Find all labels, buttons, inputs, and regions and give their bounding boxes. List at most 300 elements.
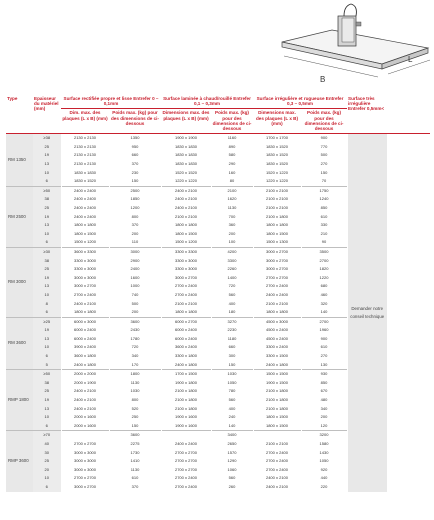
weight-rectified-cell: 340 (109, 352, 161, 361)
weight-laminated-cell: 150 (211, 361, 253, 370)
dims-laminated-cell: 1830 x 1830 (161, 143, 211, 152)
weight-irregular-cell: 610 (301, 213, 347, 222)
dims-laminated-cell: 2700 x 2400 (161, 282, 211, 291)
dims-irregular-cell: 2100 x 2100 (253, 300, 301, 309)
header-surface-irregular: Surface irrégulière et rugueuse Entrefer 0,3 – 0,5mm (253, 95, 347, 109)
weight-irregular-cell: 270 (301, 160, 347, 169)
dims-laminated-cell: 6000 x 2400 (161, 335, 211, 344)
weight-irregular-cell: 1820 (301, 265, 347, 274)
dims-irregular-cell: 2100 x 1800 (253, 387, 301, 396)
dims-irregular-cell (253, 431, 301, 440)
thickness-cell: 10 (33, 230, 61, 239)
weight-laminated-cell: 560 (211, 396, 253, 405)
dims-laminated-cell: 6000 x 2700 (161, 317, 211, 326)
weight-irregular-cell: 220 (301, 483, 347, 492)
dims-rectified-cell: 2400 x 2100 (61, 387, 109, 396)
header-thickness: Epaisseur du matériel (mm) (33, 95, 61, 134)
weight-irregular-cell: 460 (301, 291, 347, 300)
weight-irregular-cell: 1430 (301, 449, 347, 458)
dims-rectified-cell: 2400 x 2100 (61, 405, 109, 414)
weight-rectified-cell: 1200 (109, 204, 161, 213)
weight-rectified-cell: 2400 (109, 265, 161, 274)
weight-irregular-cell: 3200 (301, 431, 347, 440)
dims-irregular-cell: 2700 x 2400 (253, 282, 301, 291)
dims-rectified-cell: 1800 x 1500 (61, 230, 109, 239)
dims-irregular-cell: 1800 x 1800 (253, 308, 301, 317)
weight-irregular-cell: 440 (301, 474, 347, 483)
thickness-cell: ≥50 (33, 186, 61, 195)
weight-rectified-cell: 800 (109, 396, 161, 405)
thickness-cell: 10 (33, 413, 61, 422)
dims-irregular-cell: 1500 x 1300 (253, 238, 301, 247)
weight-irregular-cell: 670 (301, 387, 347, 396)
weight-rectified-cell: 3000 (109, 247, 161, 256)
thickness-cell: 13 (33, 160, 61, 169)
weight-rectified-cell: 150 (109, 177, 161, 186)
weight-rectified-cell: 2900 (109, 257, 161, 266)
dims-rectified-cell: 1830 x 1830 (61, 169, 109, 178)
dims-laminated-cell: 2400 x 2100 (161, 186, 211, 195)
dims-laminated-cell (161, 431, 211, 440)
dims-rectified-cell: 2000 x 1600 (61, 422, 109, 431)
weight-irregular-cell: 320 (301, 300, 347, 309)
dims-irregular-cell: 1830 x 1520 (253, 151, 301, 160)
dims-irregular-cell: 3300 x 2400 (253, 343, 301, 352)
dimension-label-b: B (320, 75, 326, 84)
dims-laminated-cell: 1900 x 1600 (161, 413, 211, 422)
weight-laminated-cell: 1180 (211, 335, 253, 344)
weight-laminated-cell: 100 (211, 238, 253, 247)
weight-irregular-cell: 2700 (301, 317, 347, 326)
plate-illustration (0, 0, 434, 92)
weight-laminated-cell: 3400 (211, 431, 253, 440)
weight-rectified-cell: 200 (109, 230, 161, 239)
magnet-type-cell: RMP 1800 (6, 370, 33, 431)
weight-laminated-cell: 1050 (211, 379, 253, 388)
weight-rectified-cell: 2500 (109, 186, 161, 195)
weight-rectified-cell: 370 (109, 483, 161, 492)
thickness-cell: 40 (33, 440, 61, 449)
dims-rectified-cell: 3000 x 3000 (61, 274, 109, 283)
dims-rectified-cell: 2400 x 1800 (61, 361, 109, 370)
weight-irregular-cell: 480 (301, 396, 347, 405)
thickness-cell: 25 (33, 457, 61, 466)
dims-rectified-cell: 2700 x 2400 (61, 291, 109, 300)
header-dims-irregular: Dimensions max. des plaques (L x B) (mm) (253, 109, 301, 134)
dims-irregular-cell: 1800 x 1500 (253, 422, 301, 431)
dims-rectified-cell: 3000 x 2700 (61, 282, 109, 291)
header-dims-laminated: Dimensions max. des plaques (L x B) (mm) (161, 109, 211, 134)
thickness-cell: 25 (33, 143, 61, 152)
dims-laminated-cell: 2700 x 2400 (161, 483, 211, 492)
dims-rectified-cell (61, 431, 109, 440)
weight-laminated-cell: 140 (211, 422, 253, 431)
header-spacer (387, 95, 430, 134)
thickness-cell: 25 (33, 265, 61, 274)
weight-laminated-cell: 3270 (211, 317, 253, 326)
weight-laminated-cell: 260 (211, 483, 253, 492)
weight-irregular-cell: 900 (301, 134, 347, 143)
dims-irregular-cell: 2100 x 2100 (253, 440, 301, 449)
weight-laminated-cell: 200 (211, 230, 253, 239)
weight-laminated-cell: 1290 (211, 457, 253, 466)
dims-irregular-cell: 4500 x 2400 (253, 335, 301, 344)
header-dims-rectified: Dim. max. des plaques (L x B) (mm) (61, 109, 109, 134)
weight-rectified-cell: 230 (109, 169, 161, 178)
weight-irregular-cell: 920 (301, 466, 347, 475)
thickness-cell: 6 (33, 308, 61, 317)
spacer-cell (387, 134, 430, 492)
thickness-cell: 6 (33, 422, 61, 431)
thickness-cell: 38 (33, 195, 61, 204)
weight-irregular-cell: 1050 (301, 457, 347, 466)
weight-irregular-cell: 1580 (301, 440, 347, 449)
dims-laminated-cell: 1830 x 1830 (161, 151, 211, 160)
thickness-cell: 38 (33, 379, 61, 388)
dims-laminated-cell: 2400 x 2100 (161, 195, 211, 204)
technical-advice-note: Demander notre conseil technique (350, 305, 385, 319)
dims-rectified-cell: 2400 x 2400 (61, 186, 109, 195)
weight-irregular-cell: 150 (301, 169, 347, 178)
dims-laminated-cell: 3300 x 1800 (161, 352, 211, 361)
dims-rectified-cell: 2700 x 2700 (61, 474, 109, 483)
weight-irregular-cell: 340 (301, 405, 347, 414)
weight-irregular-cell: 270 (301, 352, 347, 361)
magnet-type-cell: RM 3600 (6, 317, 33, 370)
dims-irregular-cell: 3000 x 2700 (253, 257, 301, 266)
dims-laminated-cell: 2700 x 2400 (161, 474, 211, 483)
weight-laminated-cell: 890 (211, 143, 253, 152)
weight-laminated-cell: 580 (211, 151, 253, 160)
thickness-cell: ≥38 (33, 134, 61, 143)
dims-rectified-cell: 2400 x 2400 (61, 195, 109, 204)
thickness-cell: 19 (33, 151, 61, 160)
header-weight-laminated: Poids max. (kg) pour des dimensions de ci-dessous (211, 109, 253, 134)
weight-laminated-cell: 560 (211, 291, 253, 300)
weight-laminated-cell: 290 (211, 160, 253, 169)
weight-rectified-cell: 520 (109, 405, 161, 414)
weight-rectified-cell: 3600 (109, 317, 161, 326)
weight-rectified-cell: 110 (109, 238, 161, 247)
header-type: Type (6, 95, 33, 134)
thickness-cell: 19 (33, 396, 61, 405)
dims-laminated-cell: 1900 x 1800 (161, 379, 211, 388)
weight-laminated-cell: 2650 (211, 440, 253, 449)
magnet-type-cell: RMP 3600 (6, 431, 33, 492)
dims-rectified-cell: 2000 x 1900 (61, 379, 109, 388)
dims-laminated-cell: 2700 x 2700 (161, 466, 211, 475)
thickness-cell: 38 (33, 257, 61, 266)
dims-laminated-cell: 1800 x 1800 (161, 308, 211, 317)
weight-irregular-cell: 140 (301, 308, 347, 317)
dims-irregular-cell: 2100 x 2100 (253, 186, 301, 195)
dims-irregular-cell: 1500 x 1500 (253, 370, 301, 379)
dims-irregular-cell: 2100 x 1800 (253, 405, 301, 414)
weight-rectified-cell: 170 (109, 361, 161, 370)
weight-laminated-cell: 660 (211, 343, 253, 352)
dims-laminated-cell: 1800 x 1500 (161, 230, 211, 239)
weight-irregular-cell: 900 (301, 335, 347, 344)
dims-rectified-cell: 3600 x 3300 (61, 247, 109, 256)
dims-irregular-cell: 2700 x 2400 (253, 466, 301, 475)
weight-irregular-cell: 1750 (301, 186, 347, 195)
dims-irregular-cell: 4500 x 2400 (253, 326, 301, 335)
weight-irregular-cell: 770 (301, 143, 347, 152)
dims-irregular-cell: 2400 x 1800 (253, 361, 301, 370)
weight-laminated-cell: 160 (211, 169, 253, 178)
thickness-cell: ≥50 (33, 370, 61, 379)
dims-rectified-cell: 1500 x 1200 (61, 238, 109, 247)
weight-rectified-cell: 370 (109, 160, 161, 169)
weight-laminated-cell: 2100 (211, 186, 253, 195)
thickness-cell: 10 (33, 474, 61, 483)
header-surface-very-irregular: Surface très irrégulière Entrefer 0,5mm< (347, 95, 387, 134)
weight-rectified-cell: 1410 (109, 457, 161, 466)
thickness-cell: 25 (33, 204, 61, 213)
weight-laminated-cell: 400 (211, 405, 253, 414)
weight-irregular-cell: 610 (301, 343, 347, 352)
weight-rectified-cell: 740 (109, 291, 161, 300)
header-weight-irregular: Poids max. (kg) pour des dimensions de ci-dessous (301, 109, 347, 134)
dims-rectified-cell: 2400 x 2400 (61, 204, 109, 213)
weight-laminated-cell: 400 (211, 300, 253, 309)
weight-irregular-cell: 210 (301, 230, 347, 239)
dims-irregular-cell: 2700 x 2400 (253, 457, 301, 466)
weight-rectified-cell: 370 (109, 221, 161, 230)
weight-rectified-cell: 1600 (109, 274, 161, 283)
thickness-cell: 13 (33, 405, 61, 414)
dims-laminated-cell: 3300 x 3000 (161, 257, 211, 266)
header-weight-rectified: Poids max. (kg) pour des dimensions de ci-dessous (109, 109, 161, 134)
weight-irregular-cell: 3500 (301, 247, 347, 256)
thickness-cell: 19 (33, 326, 61, 335)
dims-laminated-cell: 2700 x 2400 (161, 291, 211, 300)
dims-laminated-cell: 2700 x 2700 (161, 457, 211, 466)
thickness-cell: 13 (33, 221, 61, 230)
dims-irregular-cell: 1520 x 1220 (253, 169, 301, 178)
dims-rectified-cell: 1800 x 1800 (61, 308, 109, 317)
dims-rectified-cell: 2700 x 2700 (61, 440, 109, 449)
dims-rectified-cell: 2130 x 2130 (61, 134, 109, 143)
weight-rectified-cell: 3600 (109, 431, 161, 440)
dims-irregular-cell: 2100 x 1800 (253, 396, 301, 405)
dims-laminated-cell: 2100 x 1800 (161, 396, 211, 405)
dims-rectified-cell: 3300 x 3000 (61, 265, 109, 274)
weight-laminated-cell: 1160 (211, 134, 253, 143)
dims-irregular-cell: 1830 x 1520 (253, 160, 301, 169)
dims-irregular-cell: 1220 x 1220 (253, 177, 301, 186)
dims-laminated-cell: 1700 x 1500 (161, 370, 211, 379)
header-surface-rectified: Surface rectifiée propre et lisse Entrefer 0 – 0,1mm (61, 95, 161, 109)
dims-laminated-cell: 3000 x 2700 (161, 274, 211, 283)
dims-laminated-cell: 1220 x 1220 (161, 177, 211, 186)
dims-rectified-cell: 3000 x 3000 (61, 466, 109, 475)
thickness-cell: 25 (33, 387, 61, 396)
weight-irregular-cell: 500 (301, 151, 347, 160)
dims-laminated-cell: 2100 x 2100 (161, 300, 211, 309)
dims-laminated-cell: 2100 x 2100 (161, 213, 211, 222)
weight-irregular-cell: 850 (301, 379, 347, 388)
weight-rectified-cell: 1000 (109, 282, 161, 291)
weight-rectified-cell: 1350 (109, 134, 161, 143)
dims-irregular-cell: 4500 x 3000 (253, 317, 301, 326)
weight-irregular-cell: 2700 (301, 257, 347, 266)
weight-laminated-cell: 780 (211, 387, 253, 396)
weight-laminated-cell: 1400 (211, 274, 253, 283)
dims-irregular-cell: 2100 x 2100 (253, 195, 301, 204)
weight-laminated-cell: 560 (211, 474, 253, 483)
dims-laminated-cell: 1830 x 1830 (161, 160, 211, 169)
dims-rectified-cell: 3000 x 3000 (61, 449, 109, 458)
dims-laminated-cell: 2400 x 1800 (161, 361, 211, 370)
weight-rectified-cell: 800 (109, 213, 161, 222)
thickness-cell: 10 (33, 169, 61, 178)
dims-laminated-cell: 2100 x 1800 (161, 405, 211, 414)
thickness-cell: 6 (33, 238, 61, 247)
weight-laminated-cell: 1570 (211, 449, 253, 458)
dims-rectified-cell: 1830 x 1520 (61, 177, 109, 186)
weight-rectified-cell: 610 (109, 474, 161, 483)
weight-rectified-cell: 1130 (109, 379, 161, 388)
dims-irregular-cell: 2100 x 1800 (253, 213, 301, 222)
weight-laminated-cell: 1620 (211, 195, 253, 204)
dims-irregular-cell: 3000 x 2700 (253, 247, 301, 256)
dims-rectified-cell: 2130 x 2130 (61, 160, 109, 169)
thickness-cell: 19 (33, 274, 61, 283)
weight-irregular-cell: 850 (301, 204, 347, 213)
dims-laminated-cell: 1800 x 1800 (161, 221, 211, 230)
weight-irregular-cell: 120 (301, 422, 347, 431)
table-row (6, 134, 430, 143)
dims-rectified-cell: 3300 x 3000 (61, 257, 109, 266)
dims-rectified-cell: 6000 x 3000 (61, 317, 109, 326)
thickness-cell: 10 (33, 343, 61, 352)
dims-irregular-cell: 2400 x 2100 (253, 483, 301, 492)
weight-rectified-cell: 1730 (109, 449, 161, 458)
dims-irregular-cell: 1900 x 1500 (253, 379, 301, 388)
dims-laminated-cell: 3600 x 2400 (161, 343, 211, 352)
weight-rectified-cell: 660 (109, 151, 161, 160)
weight-laminated-cell: 240 (211, 413, 253, 422)
dims-rectified-cell: 2400 x 2100 (61, 300, 109, 309)
dims-laminated-cell: 2400 x 2100 (161, 204, 211, 213)
thickness-cell: ≥70 (33, 431, 61, 440)
weight-irregular-cell: 200 (301, 413, 347, 422)
thickness-cell: 10 (33, 291, 61, 300)
dims-irregular-cell: 2700 x 2700 (253, 274, 301, 283)
dims-laminated-cell: 6000 x 2400 (161, 326, 211, 335)
weight-rectified-cell: 1800 (109, 370, 161, 379)
weight-rectified-cell: 2275 (109, 440, 161, 449)
weight-laminated-cell: 1130 (211, 204, 253, 213)
weight-laminated-cell: 4200 (211, 247, 253, 256)
weight-laminated-cell: 1060 (211, 466, 253, 475)
weight-laminated-cell: 80 (211, 177, 253, 186)
weight-rectified-cell: 2430 (109, 326, 161, 335)
dims-laminated-cell: 3300 x 3300 (161, 247, 211, 256)
dims-laminated-cell: 2100 x 1800 (161, 387, 211, 396)
dims-rectified-cell: 3900 x 2400 (61, 343, 109, 352)
dims-irregular-cell: 2400 x 2100 (253, 474, 301, 483)
thickness-cell: 19 (33, 213, 61, 222)
thickness-cell: 8 (33, 300, 61, 309)
dims-irregular-cell: 1800 x 1500 (253, 413, 301, 422)
thickness-cell: 6 (33, 483, 61, 492)
weight-rectified-cell: 1780 (109, 335, 161, 344)
dims-rectified-cell: 1800 x 1800 (61, 221, 109, 230)
dims-rectified-cell: 3000 x 2700 (61, 483, 109, 492)
weight-rectified-cell: 1850 (109, 195, 161, 204)
weight-laminated-cell: 1030 (211, 370, 253, 379)
magnet-type-cell: RM 3000 (6, 247, 33, 317)
specs-table-body (6, 134, 430, 492)
dims-laminated-cell: 1520 x 1520 (161, 169, 211, 178)
dims-rectified-cell: 2130 x 2130 (61, 143, 109, 152)
dims-irregular-cell: 3000 x 2700 (253, 265, 301, 274)
dimension-label-l: L (408, 55, 413, 64)
weight-irregular-cell: 330 (301, 221, 347, 230)
dims-rectified-cell: 2400 x 2100 (61, 396, 109, 405)
dims-rectified-cell: 2000 x 2000 (61, 370, 109, 379)
dims-irregular-cell: 2400 x 2400 (253, 291, 301, 300)
dims-rectified-cell: 3000 x 3000 (61, 457, 109, 466)
dims-irregular-cell: 2700 x 2400 (253, 449, 301, 458)
dims-irregular-cell: 1700 x 1700 (253, 134, 301, 143)
weight-laminated-cell: 180 (211, 308, 253, 317)
dims-rectified-cell: 2400 x 2400 (61, 213, 109, 222)
dims-irregular-cell: 1830 x 1520 (253, 143, 301, 152)
dims-laminated-cell: 2400 x 2400 (161, 440, 211, 449)
dims-irregular-cell: 2100 x 2100 (253, 204, 301, 213)
weight-rectified-cell: 950 (109, 143, 161, 152)
dims-rectified-cell: 2130 x 2130 (61, 151, 109, 160)
thickness-cell: 6 (33, 177, 61, 186)
thickness-cell: 13 (33, 282, 61, 291)
weight-rectified-cell: 500 (109, 300, 161, 309)
weight-irregular-cell: 70 (301, 177, 347, 186)
weight-laminated-cell: 360 (211, 221, 253, 230)
specs-table (6, 95, 430, 492)
weight-irregular-cell: 1960 (301, 326, 347, 335)
weight-irregular-cell: 90 (301, 238, 347, 247)
thickness-cell: 20 (33, 466, 61, 475)
magnet-type-cell: RM 1350 (6, 134, 33, 187)
weight-rectified-cell: 1130 (109, 466, 161, 475)
header-surface-laminated: Surface laminée à chaud/rouillé Entrefer 0,1 – 0,3mm (161, 95, 253, 109)
dims-irregular-cell: 3300 x 1500 (253, 352, 301, 361)
weight-irregular-cell: 130 (301, 361, 347, 370)
weight-rectified-cell: 1030 (109, 387, 161, 396)
thickness-cell: 5 (33, 361, 61, 370)
dims-rectified-cell: 6000 x 2400 (61, 326, 109, 335)
dims-laminated-cell: 1500 x 1200 (161, 238, 211, 247)
dims-laminated-cell: 2700 x 2700 (161, 449, 211, 458)
dims-rectified-cell: 3600 x 1800 (61, 352, 109, 361)
dims-rectified-cell: 2000 x 1600 (61, 413, 109, 422)
weight-laminated-cell: 720 (211, 282, 253, 291)
dims-irregular-cell: 1800 x 1500 (253, 230, 301, 239)
dims-rectified-cell: 6000 x 2400 (61, 335, 109, 344)
weight-irregular-cell: 1240 (301, 195, 347, 204)
thickness-cell: ≥25 (33, 317, 61, 326)
weight-irregular-cell: 680 (301, 282, 347, 291)
weight-laminated-cell: 700 (211, 213, 253, 222)
very-irregular-note-cell (347, 134, 387, 492)
thickness-cell: 30 (33, 449, 61, 458)
weight-rectified-cell: 250 (109, 413, 161, 422)
weight-laminated-cell: 2230 (211, 326, 253, 335)
weight-irregular-cell: 1220 (301, 274, 347, 283)
